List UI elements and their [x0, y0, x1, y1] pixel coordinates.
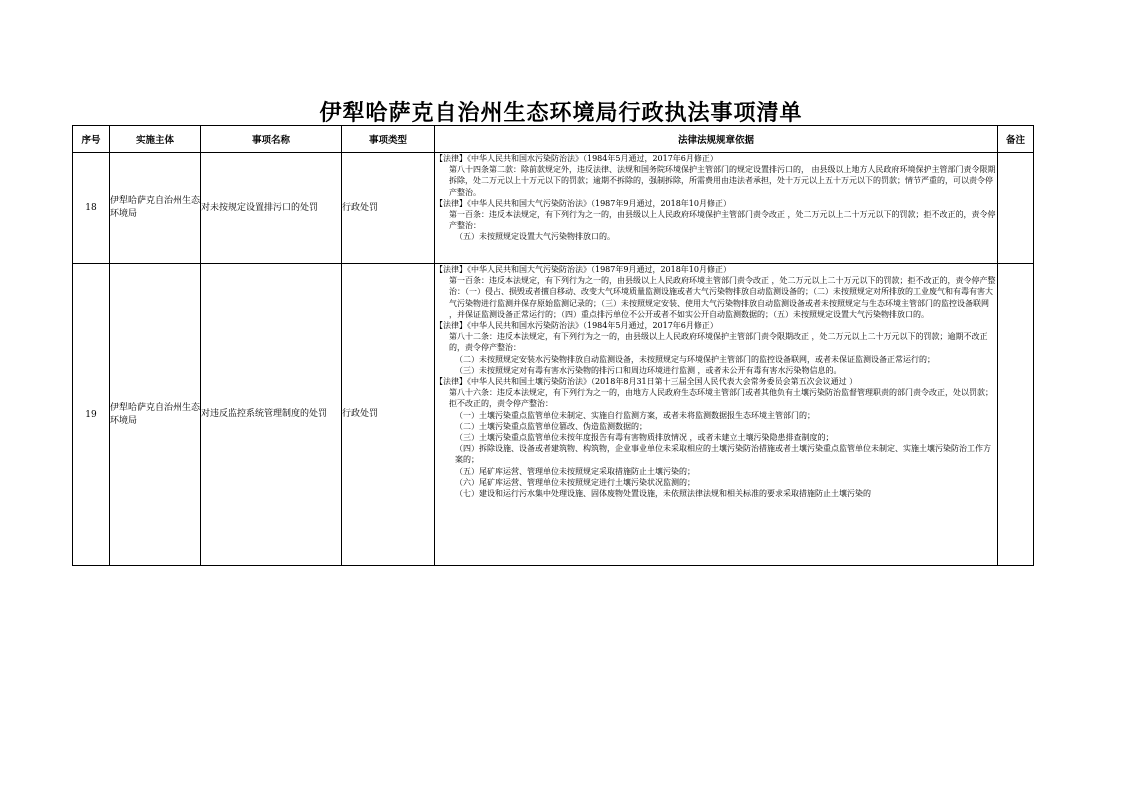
basis-line: 【法律】《中华人民共和国水污染防治法》（1984年5月通过，2017年6月修正）: [435, 154, 718, 163]
header-name: 事项名称: [201, 126, 342, 153]
basis-line: （一）土壤污染重点监管单位未制定、实施自行监测方案，或者未将监测数据报生态环境主管部门的；: [455, 410, 815, 420]
basis-line: 【法律】《中华人民共和国大气污染防治法》（1987年9月通过，2018年10月修正）: [435, 198, 731, 208]
header-type: 事项类型: [342, 126, 435, 153]
table-header-row: [73, 126, 1034, 153]
row-item-type: 行政处罚: [342, 153, 435, 264]
basis-line: （六）尾矿库运营、管理单位未按照规定进行土壤污染状况监测的；: [455, 477, 695, 487]
basis-line: （三）土壤污染重点监管单位未按年度报告有毒有害物质排放情况 ，或者未建立土壤污染隐患排查制度的；: [455, 433, 834, 443]
row-number: 18: [73, 153, 110, 264]
basis-line: 第八十四条第二款：除前款规定外，违反法律、法规和国务院环境保护主管部门的规定设置排污口的， 由县级以上地方人民政府环境保护主管部门责令限期拆除，处二万元以上十万元以下的罚款；逾期不拆除的，强制拆除，所需费用由违法者承担，处十万元以上五十万元以下的罚款；情节严重的，可以责令停产整治。: [449, 165, 996, 197]
row-legal-basis: [435, 264, 998, 566]
basis-line: （二）未按照规定安装水污染物排放自动监测设备，未按照规定与环境保护主管部门的监控设备联网，或者未保证监测设备正常运行的；: [455, 354, 935, 364]
basis-line: （五）尾矿库运营、管理单位未按照规定采取措施防止土壤污染的；: [455, 466, 695, 476]
basis-line: 第八十六条：违反本法规定，有下列行为之一的，由地方人民政府生态环境主管部门或者其他负有土壤污染防治监督管理职责的部门责令改正，处以罚款；拒不改正的，责令停产整治：: [449, 388, 993, 409]
basis-line: 第八十二条：违反本法规定，有下列行为之一的，由县级以上人民政府环境保护主管部门责令限期改正 ，处二万元以上二十万元以下的罚款；逾期不改正的，责令停产整治：: [449, 332, 988, 353]
table-row: [73, 264, 1034, 566]
header-no: 序号: [73, 126, 110, 153]
table-row: [73, 153, 1034, 264]
basis-line: （三）未按照规定对有毒有害水污染物的排污口和周边环境进行监测 ，或者未公开有毒有害水污染物信息的。: [455, 365, 842, 375]
header-basis: 法律法规规章依据: [435, 126, 998, 153]
basis-line: （二）土壤污染重点监管单位篡改、伪造监测数据的；: [455, 421, 647, 431]
page-title: 伊犁哈萨克自治州生态环境局行政执法事项清单: [319, 100, 803, 126]
row-remark: [998, 153, 1034, 264]
row-item-name: 对违反监控系统管理制度的处罚: [201, 264, 342, 566]
basis-line: 【法律】《中华人民共和国水污染防治法》（1984年5月通过，2017年6月修正）: [435, 321, 718, 331]
row-legal-basis: [435, 153, 998, 264]
enforcement-items-table: [72, 125, 1034, 566]
row-item-name: 对未按规定设置排污口的处罚: [201, 153, 342, 264]
row-item-type: 行政处罚: [342, 264, 435, 566]
basis-line: （四）拆除设施、设备或者建筑物、构筑物，企业事业单位未采取相应的土壤污染防治措施或者土壤污染重点监管单位未制定、实施土壤污染防治工作方案的；: [455, 444, 991, 465]
row-subject: 伊犁哈萨克自治州生态环境局: [110, 264, 201, 566]
basis-line: （七）建设和运行污水集中处理设施、固体废物处置设施，未依照法律法规和相关标准的要求采取措施防止土壤污染的: [455, 489, 871, 499]
row-subject: 伊犁哈萨克自治州生态环境局: [110, 153, 201, 264]
basis-line: 第一百条：违反本法规定，有下列行为之一的，由县级以上人民政府环境主管部门责令改正 ，处二万元以上二十万元以下的罚款；拒不改正的，责令停产整治：（一）侵占、损毁或者擅自移动、改变大气环境质量监测设施或者大气污染物排放自动监测设备的；（二）未按照规定对所排放的工业废气和有毒有害大气污染物进行监测并保存原始监测记录的；（三）未按照规定安装、使用大气污染物排放自动监测设备或者未按照规定与生态环境主管部门的监控设备联网 ，并保证监测设备正常运行的；（四）重点排污单位不公开或者不如实公开自动监测数据的；（五）未按照规定设置大气污染物排放口的。: [449, 276, 996, 319]
basis-line: 【法律】《中华人民共和国大气污染防治法》（1987年9月通过，2018年10月修正）: [435, 265, 731, 274]
basis-line: 【法律】《中华人民共和国土壤污染防治法》（2018年8月31日第十三届全国人民代表大会常务委员会第五次会议通过 ）: [435, 377, 858, 387]
basis-line: （五）未按照规定设置大气污染物排放口的。: [455, 232, 615, 242]
row-number: 19: [73, 264, 110, 566]
row-remark: [998, 264, 1034, 566]
header-remark: 备注: [998, 126, 1034, 153]
basis-line: 第一百条：违反本法规定，有下列行为之一的，由县级以上人民政府环境保护主管部门责令改正 ，处二万元以上二十万元以下的罚款；拒不改正的，责令停产整治：: [449, 210, 996, 231]
header-subject: 实施主体: [110, 126, 201, 153]
